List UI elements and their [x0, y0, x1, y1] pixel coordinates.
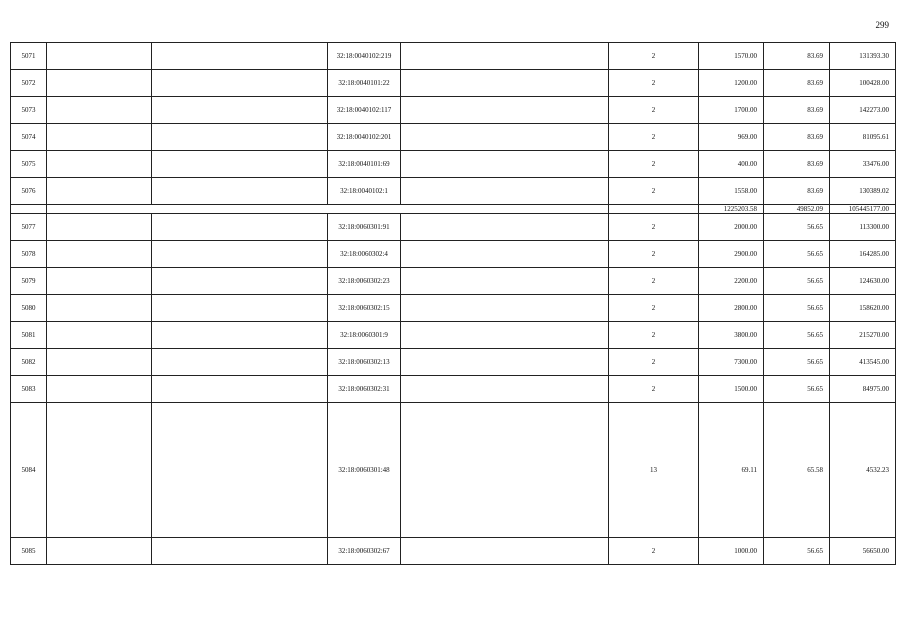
row-id-cell: 5081	[11, 322, 47, 349]
area-cell: 1000.00	[699, 538, 764, 565]
row-id-cell: 5076	[11, 178, 47, 205]
address-cell	[152, 295, 328, 322]
cadastral-number-cell: 32:18:0040102:1	[328, 178, 401, 205]
area-cell: 1500.00	[699, 376, 764, 403]
address-cell	[152, 124, 328, 151]
value-cell: 33476.00	[830, 151, 896, 178]
rate-cell: 56.65	[764, 295, 830, 322]
row-id-cell: 5078	[11, 241, 47, 268]
row-id-cell	[11, 205, 47, 214]
value-cell: 81095.61	[830, 124, 896, 151]
address-cell	[152, 214, 328, 241]
settlement-cell	[47, 214, 152, 241]
value-cell: 142273.00	[830, 97, 896, 124]
count-cell: 2	[609, 151, 699, 178]
area-cell: 1570.00	[699, 43, 764, 70]
row-id-cell: 5082	[11, 349, 47, 376]
parcel-row	[11, 70, 896, 97]
cadastral-number-cell: 32:18:0040101:22	[328, 70, 401, 97]
address-cell	[152, 268, 328, 295]
count-cell	[609, 205, 699, 214]
parcel-row	[11, 295, 896, 322]
row-id-cell: 5073	[11, 97, 47, 124]
area-cell: 2900.00	[699, 241, 764, 268]
parcel-row	[11, 403, 896, 538]
land-use-cell	[401, 151, 609, 178]
cadastral-number-cell: 32:18:0060302:15	[328, 295, 401, 322]
count-cell: 2	[609, 214, 699, 241]
value-cell: 84975.00	[830, 376, 896, 403]
row-id-cell: 5079	[11, 268, 47, 295]
address-cell	[152, 241, 328, 268]
address-cell	[152, 151, 328, 178]
row-id-cell: 5077	[11, 214, 47, 241]
land-use-cell	[401, 97, 609, 124]
count-cell: 2	[609, 349, 699, 376]
value-cell: 413545.00	[830, 349, 896, 376]
rate-cell: 56.65	[764, 214, 830, 241]
rate-cell: 83.69	[764, 178, 830, 205]
count-cell: 2	[609, 43, 699, 70]
row-id-cell: 5075	[11, 151, 47, 178]
area-cell: 1700.00	[699, 97, 764, 124]
value-cell: 131393.30	[830, 43, 896, 70]
count-cell: 2	[609, 97, 699, 124]
land-use-cell	[401, 322, 609, 349]
address-cell	[152, 376, 328, 403]
value-cell: 113300.00	[830, 214, 896, 241]
count-cell: 2	[609, 241, 699, 268]
settlement-cell	[47, 43, 152, 70]
settlement-cell	[47, 403, 152, 538]
land-use-cell	[401, 241, 609, 268]
settlement-cell	[47, 97, 152, 124]
cadastral-number-cell: 32:18:0040101:69	[328, 151, 401, 178]
cadastral-number-cell: 32:18:0060302:23	[328, 268, 401, 295]
subtotal-row	[11, 205, 896, 214]
count-cell: 2	[609, 268, 699, 295]
settlement-cell	[47, 178, 152, 205]
row-id-cell: 5083	[11, 376, 47, 403]
settlement-cell	[47, 124, 152, 151]
cadastral-number-cell: 32:18:0060301:48	[328, 403, 401, 538]
area-cell: 1200.00	[699, 70, 764, 97]
value-cell: 215270.00	[830, 322, 896, 349]
count-cell: 2	[609, 322, 699, 349]
row-id-cell: 5085	[11, 538, 47, 565]
subtotal-label-cell	[47, 205, 609, 214]
count-cell: 2	[609, 178, 699, 205]
value-cell: 158620.00	[830, 295, 896, 322]
settlement-cell	[47, 322, 152, 349]
land-register-table	[10, 42, 896, 565]
parcel-row	[11, 538, 896, 565]
parcel-row	[11, 43, 896, 70]
land-use-cell	[401, 43, 609, 70]
parcel-row	[11, 322, 896, 349]
rate-cell: 56.65	[764, 268, 830, 295]
area-cell: 400.00	[699, 151, 764, 178]
rate-cell: 83.69	[764, 97, 830, 124]
settlement-cell	[47, 70, 152, 97]
value-cell: 56650.00	[830, 538, 896, 565]
cadastral-number-cell: 32:18:0060302:13	[328, 349, 401, 376]
cadastral-number-cell: 32:18:0040102:201	[328, 124, 401, 151]
area-cell: 1225203.58	[699, 205, 764, 214]
value-cell: 164285.00	[830, 241, 896, 268]
address-cell	[152, 322, 328, 349]
value-cell: 105445177.00	[830, 205, 896, 214]
value-cell: 130389.02	[830, 178, 896, 205]
parcel-row	[11, 124, 896, 151]
rate-cell: 56.65	[764, 376, 830, 403]
parcel-row	[11, 178, 896, 205]
rate-cell: 65.58	[764, 403, 830, 538]
area-cell: 7300.00	[699, 349, 764, 376]
land-use-cell	[401, 376, 609, 403]
row-id-cell: 5084	[11, 403, 47, 538]
count-cell: 2	[609, 538, 699, 565]
settlement-cell	[47, 268, 152, 295]
land-use-cell	[401, 214, 609, 241]
area-cell: 1558.00	[699, 178, 764, 205]
settlement-cell	[47, 151, 152, 178]
area-cell: 3800.00	[699, 322, 764, 349]
row-id-cell: 5072	[11, 70, 47, 97]
rate-cell: 83.69	[764, 151, 830, 178]
rate-cell: 49852.09	[764, 205, 830, 214]
settlement-cell	[47, 241, 152, 268]
address-cell	[152, 403, 328, 538]
land-use-cell	[401, 268, 609, 295]
land-use-cell	[401, 538, 609, 565]
land-use-cell	[401, 403, 609, 538]
rate-cell: 83.69	[764, 70, 830, 97]
rate-cell: 56.65	[764, 349, 830, 376]
parcel-row	[11, 241, 896, 268]
settlement-cell	[47, 349, 152, 376]
address-cell	[152, 538, 328, 565]
row-id-cell: 5074	[11, 124, 47, 151]
address-cell	[152, 97, 328, 124]
address-cell	[152, 178, 328, 205]
count-cell: 2	[609, 70, 699, 97]
land-use-cell	[401, 70, 609, 97]
rate-cell: 56.65	[764, 322, 830, 349]
land-use-cell	[401, 295, 609, 322]
rate-cell: 56.65	[764, 538, 830, 565]
land-use-cell	[401, 124, 609, 151]
count-cell: 2	[609, 295, 699, 322]
parcel-row	[11, 376, 896, 403]
cadastral-number-cell: 32:18:0060301:91	[328, 214, 401, 241]
cadastral-number-cell: 32:18:0060301:9	[328, 322, 401, 349]
area-cell: 969.00	[699, 124, 764, 151]
parcel-row	[11, 151, 896, 178]
settlement-cell	[47, 376, 152, 403]
value-cell: 124630.00	[830, 268, 896, 295]
settlement-cell	[47, 538, 152, 565]
cadastral-number-cell: 32:18:0040102:117	[328, 97, 401, 124]
value-cell: 4532.23	[830, 403, 896, 538]
address-cell	[152, 349, 328, 376]
parcel-row	[11, 268, 896, 295]
cadastral-number-cell: 32:18:0060302:4	[328, 241, 401, 268]
land-use-cell	[401, 178, 609, 205]
address-cell	[152, 43, 328, 70]
area-cell: 2200.00	[699, 268, 764, 295]
parcel-row	[11, 214, 896, 241]
parcel-row	[11, 97, 896, 124]
page-number: 299	[875, 20, 889, 30]
address-cell	[152, 70, 328, 97]
value-cell: 100428.00	[830, 70, 896, 97]
rate-cell: 83.69	[764, 124, 830, 151]
area-cell: 2800.00	[699, 295, 764, 322]
row-id-cell: 5080	[11, 295, 47, 322]
area-cell: 69.11	[699, 403, 764, 538]
count-cell: 2	[609, 376, 699, 403]
rate-cell: 83.69	[764, 43, 830, 70]
cadastral-number-cell: 32:18:0060302:67	[328, 538, 401, 565]
parcel-row	[11, 349, 896, 376]
settlement-cell	[47, 295, 152, 322]
rate-cell: 56.65	[764, 241, 830, 268]
count-cell: 13	[609, 403, 699, 538]
cadastral-number-cell: 32:18:0040102:219	[328, 43, 401, 70]
land-use-cell	[401, 349, 609, 376]
register-body	[11, 43, 896, 565]
row-id-cell: 5071	[11, 43, 47, 70]
cadastral-number-cell: 32:18:0060302:31	[328, 376, 401, 403]
area-cell: 2000.00	[699, 214, 764, 241]
count-cell: 2	[609, 124, 699, 151]
